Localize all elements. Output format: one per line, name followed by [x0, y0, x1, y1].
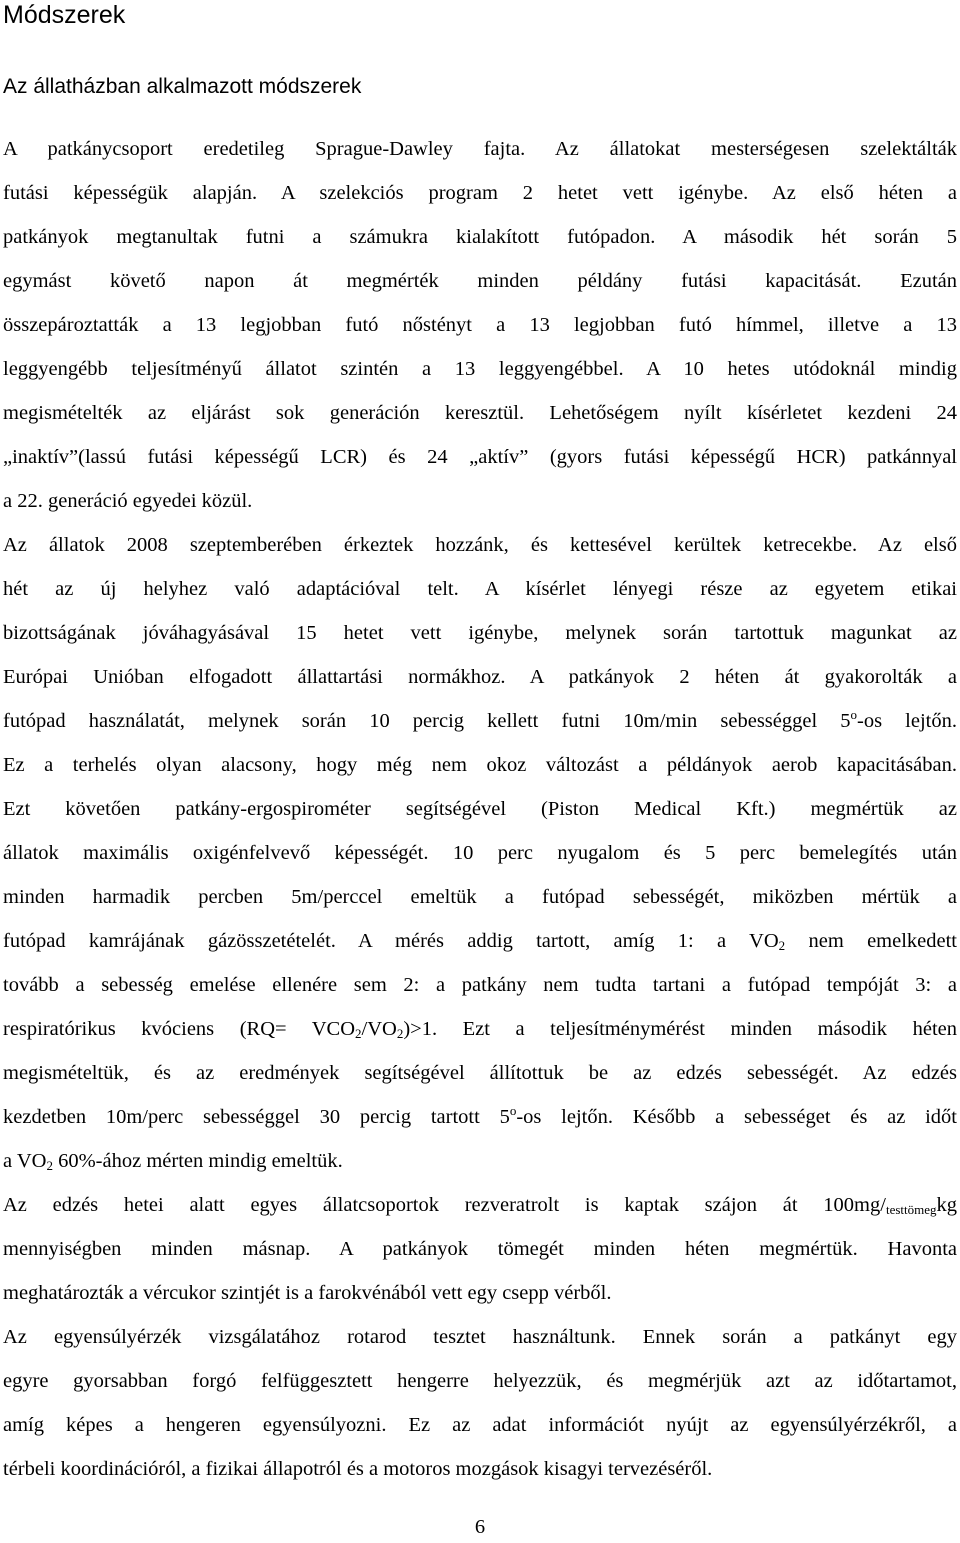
text-line: egyre gyorsabban forgó felfüggesztett hengerre helyezzük, és megmérjük azt az időtartamot,: [3, 1370, 957, 1392]
subscript: 2: [46, 1158, 53, 1173]
text-line: Ezt követően patkány-ergospirométer segítségével (Piston Medical Kft.) megmértük az: [3, 798, 957, 820]
text-line: [3, 919, 957, 963]
text-line: patkányok megtanultak futni a számukra kialakított futópadon. A második hét során 5: [3, 226, 957, 248]
text-line: amíg képes a hengeren egyensúlyozni. Ez az adat információt nyújt az egyensúlyérzékről, a: [3, 1414, 957, 1436]
subsection-heading: Az állatházban alkalmazott módszerek: [3, 75, 362, 98]
subscript: 2: [355, 1026, 362, 1041]
subscript: testtömeg: [885, 1202, 937, 1217]
text-segment: respiratórikus kvóciens (RQ= VCO: [3, 1018, 356, 1040]
text-segment: /VO: [361, 1018, 397, 1040]
text-line: térbeli koordinációról, a fizikai állapotról és a motoros mozgások kisagyi tervezéséről.: [3, 1458, 713, 1480]
text-line: [3, 1183, 957, 1227]
text-line: megismételték az eljárást sok generáción keresztül. Lehetőségem nyílt kísérletet kezdeni 24: [3, 402, 957, 424]
text-line: meghatározták a vércukor szintjét is a farokvénából vett egy csepp vérből.: [3, 1282, 612, 1304]
text-segment: -os lejtőn. Később a sebességet és az időt: [516, 1106, 957, 1128]
text-line: egymást követő napon át megmérték minden példány futási kapacitását. Ezután: [3, 270, 957, 292]
degree-superscript: o: [509, 1103, 517, 1118]
text-line: „inaktív”(lassú futási képességű LCR) és 24 „aktív” (gyors futási képességű HCR) patkánnyal: [3, 446, 957, 468]
text-line: állatok maximális oxigénfelvevő képességét. 10 perc nyugalom és 5 perc bemelegítés után: [3, 842, 957, 864]
text-segment: futópad használatát, melynek során 10 percig kellett futni 10m/min sebességgel 5: [3, 710, 851, 732]
paragraph-breeding: [3, 127, 957, 523]
text-line: megismételtük, és az eredmények segítségével állítottuk be az edzés sebességét. Az edzés: [3, 1062, 957, 1084]
text-line: futási képességük alapján. A szelekciós program 2 hetet vett igénybe. Az első héten a: [3, 182, 957, 204]
subscript: 2: [778, 938, 786, 953]
text-line: leggyengébb teljesítményű állatot szintén a 13 leggyengébbel. A 10 hetes utódoknál mindig: [3, 358, 957, 380]
text-line: Európai Unióban elfogadott állattartási normákhoz. A patkányok 2 héten át gyakorolták a: [3, 666, 957, 688]
text-line: bizottságának jóváhagyásával 15 hetet vett igénybe, melynek során tartottuk magunkat az: [3, 622, 957, 644]
paragraph-rotarod: [3, 1315, 957, 1491]
text-segment: 60%-ához mérten mindig emeltük.: [52, 1150, 343, 1172]
text-segment: Az edzés hetei alatt egyes állatcsoportok rezveratrolt is kaptak szájon át 100mg/: [3, 1194, 886, 1216]
page-number: 6: [474, 1516, 486, 1538]
text-segment: kezdetben 10m/perc sebességgel 30 percig tartott 5: [3, 1106, 510, 1128]
text-line: Az egyensúlyérzék vizsgálatához rotarod tesztet használtunk. Ennek során a patkányt egy: [3, 1326, 957, 1348]
text-line: hét az új helyhez való adaptációval telt. A kísérlet lényegi része az egyetem etikai: [3, 578, 957, 600]
text-segment: a VO: [3, 1150, 47, 1172]
text-line: Ez a terhelés olyan alacsony, hogy még nem okoz változást a példányok aerob kapacitásában.: [3, 754, 957, 776]
text-line: A patkánycsoport eredetileg Sprague-Dawley fajta. Az állatokat mesterségesen szelektálták: [3, 138, 957, 160]
subscript: 2: [396, 1026, 404, 1041]
text-line: [3, 1007, 957, 1051]
text-line: tovább a sebesség emelése ellenére sem 2: a patkány nem tudta tartani a futópad tempóját 3: a: [3, 974, 957, 996]
text-segment: futópad kamrájának gázösszetételét. A mérés addig tartott, amíg 1: a VO: [3, 930, 779, 952]
text-line: [3, 1139, 957, 1183]
text-line: [3, 1095, 957, 1139]
text-segment: nem emelkedett: [785, 930, 957, 952]
paragraph-resveratrol: [3, 1183, 957, 1315]
text-line: összepároztatták a 13 legjobban futó nőstényt a 13 legjobban futó hímmel, illetve a 13: [3, 314, 957, 336]
text-segment: kg: [936, 1194, 957, 1216]
paragraph-training: [3, 523, 957, 1183]
text-line: Az állatok 2008 szeptemberében érkeztek hozzánk, és kettesével kerültek ketrecekbe. Az első: [3, 534, 957, 556]
text-line: mennyiségben minden másnap. A patkányok tömegét minden héten megmértük. Havonta: [3, 1238, 957, 1260]
section-heading: Módszerek: [3, 1, 126, 29]
text-line: [3, 699, 957, 743]
degree-superscript: o: [850, 707, 858, 722]
text-line: minden harmadik percben 5m/perccel emeltük a futópad sebességét, miközben mértük a: [3, 886, 957, 908]
text-segment: -os lejtőn.: [857, 710, 957, 732]
text-segment: )>1. Ezt a teljesítménymérést minden második héten: [403, 1018, 957, 1040]
text-line: a 22. generáció egyedei közül.: [3, 490, 253, 512]
